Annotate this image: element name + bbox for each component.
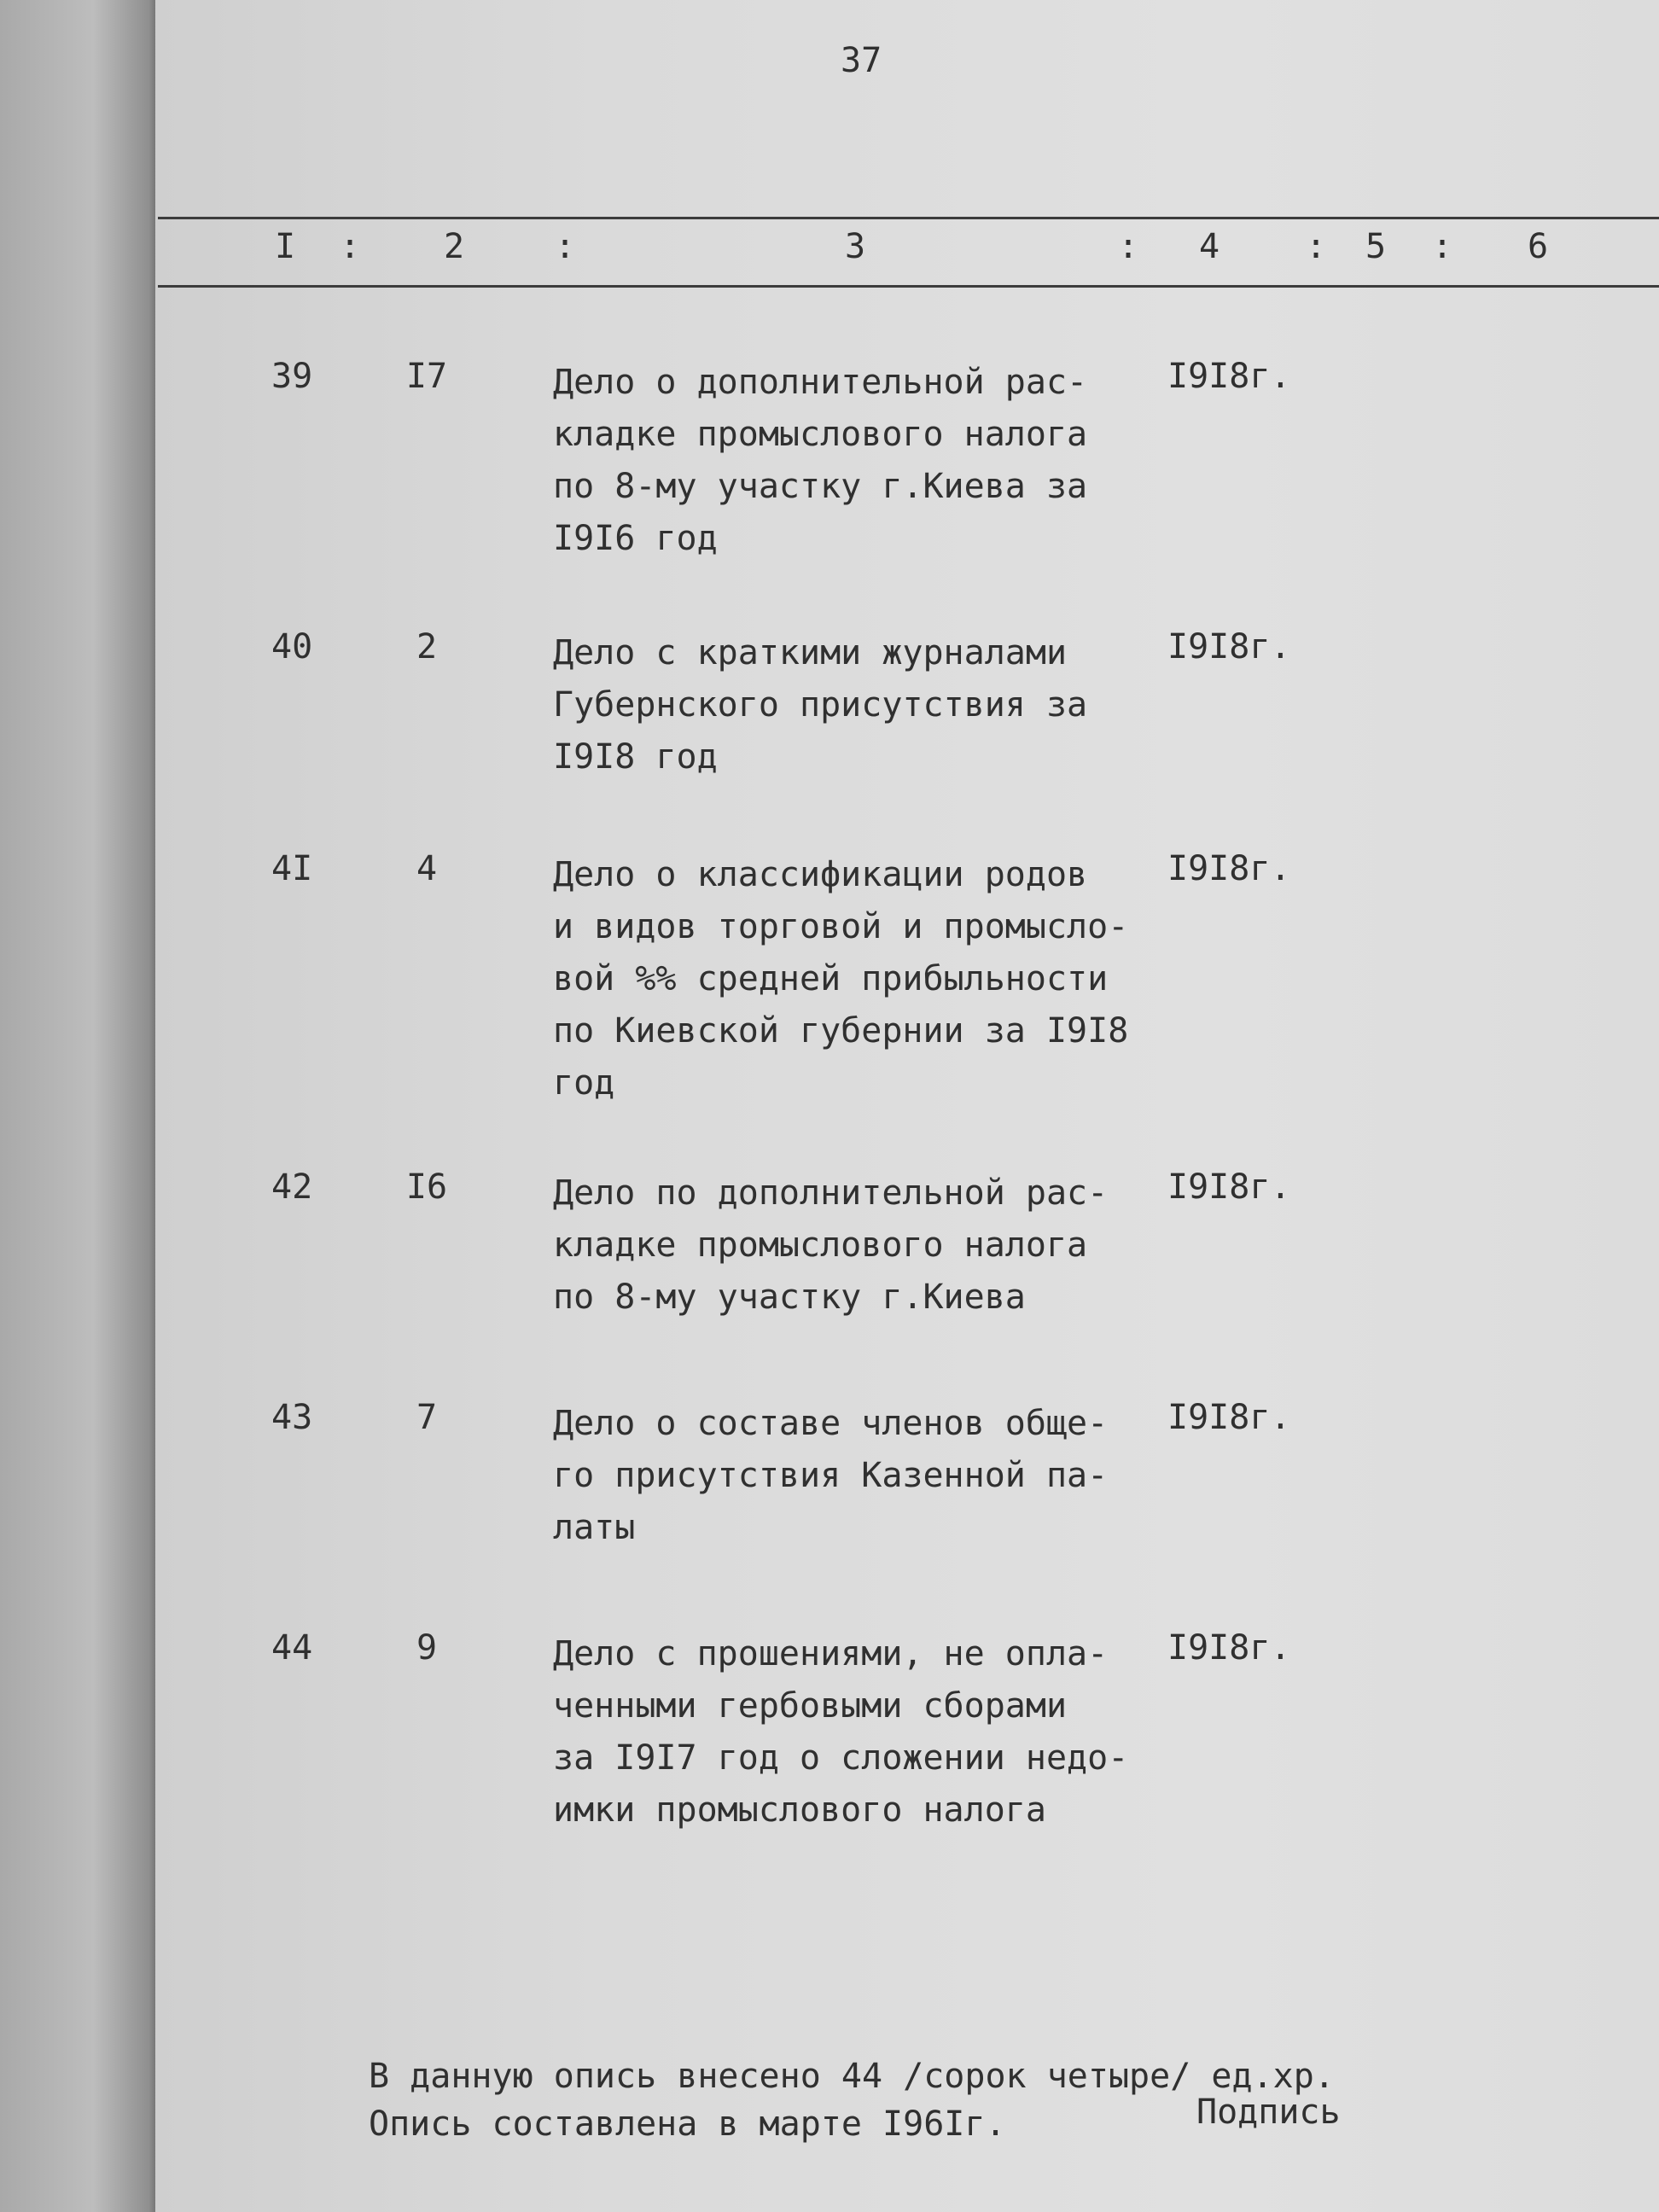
item-number: 4 bbox=[416, 849, 438, 888]
row-number: 43 bbox=[271, 1398, 313, 1437]
row-year: I9I8г. bbox=[1167, 627, 1291, 667]
item-number: 2 bbox=[416, 627, 438, 667]
row-title: Дело с прошениями, не опла- ченными гербовыми сборами за I9I7 год о сложении недо- имки промыслового налога bbox=[553, 1634, 1129, 1830]
row-title: Дело о классификации родов и видов торговой и промысло- вой %% средней прибыльности по Киевской губернии за I9I8 год bbox=[553, 855, 1129, 1103]
header-col-1: I bbox=[275, 227, 296, 266]
page-number: 37 bbox=[841, 41, 882, 80]
header-top-rule bbox=[158, 217, 1659, 219]
item-number: 7 bbox=[416, 1398, 438, 1437]
header-separator: : bbox=[1118, 227, 1139, 266]
row-year: I9I8г. bbox=[1167, 849, 1291, 888]
row-number: 39 bbox=[271, 357, 313, 396]
row-number: 40 bbox=[271, 627, 313, 667]
footer-summary: В данную опись внесено 44 /сорок четыре/ ед.хр. bbox=[369, 2057, 1335, 2096]
header-separator: : bbox=[340, 227, 361, 266]
row-year: I9I8г. bbox=[1167, 357, 1291, 396]
header-col-4: 4 bbox=[1199, 227, 1220, 266]
row-title: Дело о дополнительной рас- кладке промыслового налога по 8-му участку г.Киева за I9I6 год bbox=[553, 363, 1088, 558]
header-col-6: 6 bbox=[1528, 227, 1549, 266]
binding-shadow bbox=[0, 0, 155, 2212]
row-number: 42 bbox=[271, 1167, 313, 1207]
row-year: I9I8г. bbox=[1167, 1167, 1291, 1207]
row-title: Дело о составе членов обще- го присутствия Казенной па- латы bbox=[553, 1404, 1109, 1547]
header-col-5: 5 bbox=[1365, 227, 1387, 266]
row-number: 4I bbox=[271, 849, 313, 888]
header-separator: : bbox=[1306, 227, 1327, 266]
row-title: Дело с краткими журналами Губернского присутствия за I9I8 год bbox=[553, 633, 1088, 777]
row-title: Дело по дополнительной рас- кладке промыслового налога по 8-му участку г.Киева bbox=[553, 1173, 1109, 1317]
header-separator: : bbox=[555, 227, 576, 266]
item-number: I7 bbox=[405, 357, 448, 396]
row-number: 44 bbox=[271, 1628, 313, 1668]
row-year: I9I8г. bbox=[1167, 1628, 1291, 1668]
row-year: I9I8г. bbox=[1167, 1398, 1291, 1437]
header-col-3: 3 bbox=[845, 227, 866, 266]
footer-date: Опись составлена в марте I96Iг. bbox=[369, 2104, 1006, 2144]
header-col-2: 2 bbox=[444, 227, 465, 266]
item-number: 9 bbox=[416, 1628, 438, 1668]
footer-signature: Подпись bbox=[1196, 2093, 1341, 2132]
header-bottom-rule bbox=[158, 285, 1659, 288]
item-number: I6 bbox=[405, 1167, 448, 1207]
header-separator: : bbox=[1432, 227, 1453, 266]
